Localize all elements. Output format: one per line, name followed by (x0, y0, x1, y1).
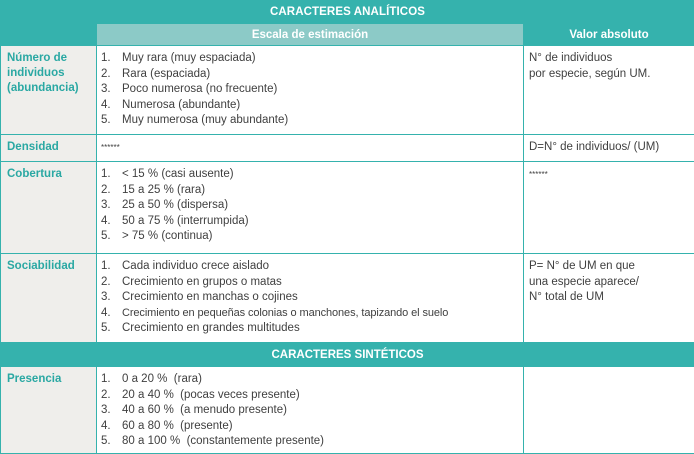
table-row (1, 254, 694, 343)
list-item (101, 434, 519, 450)
item-text: 80 a 100 % (constantemente presente) (122, 434, 324, 450)
analytic-title-row (1, 1, 694, 24)
item-number: 4. (101, 419, 122, 435)
item-text: Poco numerosa (no frecuente) (122, 82, 277, 98)
item-number: 1. (101, 372, 122, 388)
row-label: Número de individuos (abundancia) (1, 46, 97, 135)
list-item (101, 306, 519, 322)
item-text: > 75 % (continua) (122, 229, 212, 245)
row-label: Cobertura (1, 162, 97, 254)
item-text: < 15 % (casi ausente) (122, 167, 234, 183)
section-title-analytic: CARACTERES ANALÍTICOS (1, 1, 694, 24)
row-label: Densidad (1, 135, 97, 162)
item-number: 4. (101, 214, 122, 230)
item-number: 1. (101, 51, 122, 67)
item-text: Muy rara (muy espaciada) (122, 51, 256, 67)
item-number: 3. (101, 198, 122, 214)
item-text: Crecimiento en grupos o matas (122, 275, 282, 291)
header-absolute: Valor absoluto (524, 24, 694, 46)
item-text: Cada individuo crece aislado (122, 259, 269, 275)
item-number: 4. (101, 98, 122, 114)
absolute-value-cell (524, 367, 694, 454)
absolute-value-cell (524, 46, 694, 135)
section-title-synthetic: CARACTERES SINTÉTICOS (1, 343, 694, 367)
list-item (101, 290, 519, 306)
item-number: 1. (101, 259, 122, 275)
list-item (101, 388, 519, 404)
item-number: 2. (101, 388, 122, 404)
item-number: 4. (101, 306, 122, 322)
column-header-row (1, 24, 694, 46)
value-line: por especie, según UM. (529, 67, 690, 83)
row-label: Presencia (1, 367, 97, 454)
list-item (101, 67, 519, 83)
list-item (101, 198, 519, 214)
placeholder-stars: ****** (529, 170, 548, 179)
synthetic-title-row (1, 343, 694, 367)
item-number: 3. (101, 290, 122, 306)
table-row (1, 46, 694, 135)
scale-cell (97, 46, 524, 135)
item-number: 3. (101, 403, 122, 419)
item-number: 2. (101, 183, 122, 199)
scale-cell (97, 367, 524, 454)
row-label: Sociabilidad (1, 254, 97, 343)
list-item (101, 321, 519, 337)
item-text: Muy numerosa (muy abundante) (122, 113, 288, 129)
item-text: 40 a 60 % (a menudo presente) (122, 403, 287, 419)
absolute-value-cell (524, 135, 694, 162)
item-text: Numerosa (abundante) (122, 98, 240, 114)
scale-list (101, 51, 519, 129)
list-item (101, 419, 519, 435)
list-item (101, 82, 519, 98)
item-text: 25 a 50 % (dispersa) (122, 198, 228, 214)
list-item (101, 113, 519, 129)
list-item (101, 259, 519, 275)
list-item (101, 403, 519, 419)
list-item (101, 183, 519, 199)
scale-list (101, 372, 519, 450)
list-item (101, 51, 519, 67)
list-item (101, 98, 519, 114)
header-scale: Escala de estimación (97, 24, 524, 46)
table-row (1, 367, 694, 454)
table-row (1, 162, 694, 254)
table-row (1, 135, 694, 162)
item-text: 60 a 80 % (presente) (122, 419, 233, 435)
value-line: N° de individuos (529, 51, 690, 67)
item-text: 0 a 20 % (rara) (122, 372, 202, 388)
item-text: Rara (espaciada) (122, 67, 210, 83)
scale-list (101, 259, 519, 337)
item-number: 2. (101, 67, 122, 83)
item-text: 50 a 75 % (interrumpida) (122, 214, 249, 230)
item-number: 5. (101, 321, 122, 337)
absolute-value-cell (524, 162, 694, 254)
item-number: 5. (101, 113, 122, 129)
scale-cell (97, 135, 524, 162)
header-blank (1, 24, 97, 46)
list-item (101, 229, 519, 245)
value-line: P= N° de UM en que (529, 259, 690, 275)
item-text: 20 a 40 % (pocas veces presente) (122, 388, 300, 404)
list-item (101, 372, 519, 388)
item-number: 2. (101, 275, 122, 291)
absolute-value-cell (524, 254, 694, 343)
scale-list (101, 167, 519, 245)
value-line: N° total de UM (529, 290, 690, 306)
item-number: 5. (101, 229, 122, 245)
item-text: Crecimiento en pequeñas colonias o manchones, tapizando el suelo (122, 306, 448, 322)
scale-cell (97, 162, 524, 254)
item-text: Crecimiento en grandes multitudes (122, 321, 300, 337)
item-number: 5. (101, 434, 122, 450)
list-item (101, 275, 519, 291)
item-number: 1. (101, 167, 122, 183)
item-text: 15 a 25 % (rara) (122, 183, 205, 199)
item-number: 3. (101, 82, 122, 98)
list-item (101, 214, 519, 230)
scale-cell (97, 254, 524, 343)
value-line: D=N° de individuos/ (UM) (529, 140, 690, 156)
item-text: Crecimiento en manchas o cojines (122, 290, 298, 306)
list-item (101, 167, 519, 183)
value-line: una especie aparece/ (529, 275, 690, 291)
placeholder-stars: ****** (101, 143, 120, 152)
